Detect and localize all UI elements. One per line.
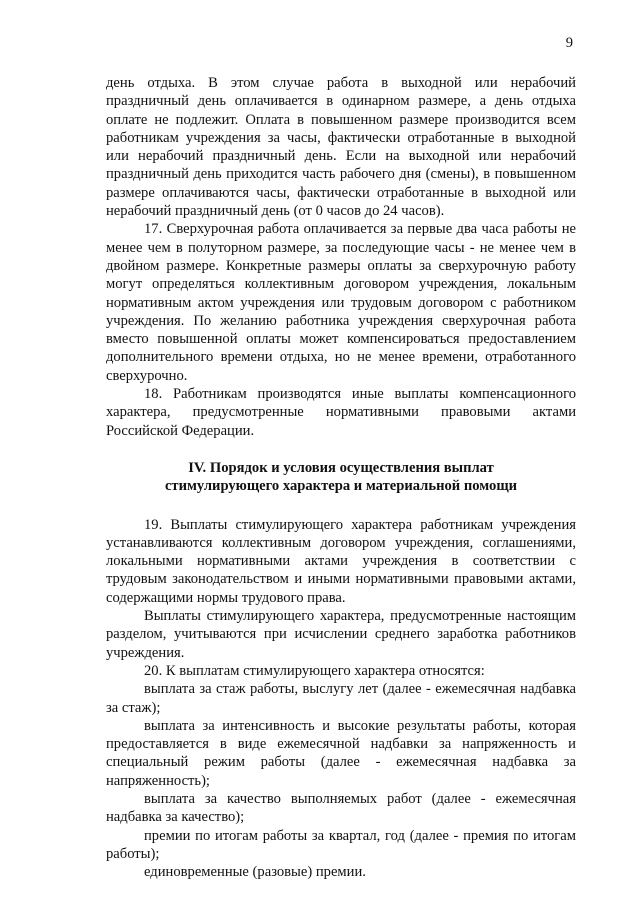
page-number: 9	[565, 35, 573, 51]
list-item-intensity-bonus: выплата за интенсивность и высокие результаты работы, которая предоставляется в виде ежемесячной надбавки за напряженность и специальный режим работы (далее - ежемесячная надбавка за напряженность);	[106, 717, 576, 789]
paragraph-20-list-intro: 20. К выплатам стимулирующего характера относятся:	[144, 662, 485, 679]
paragraph-19-incentive-payments: 19. Выплаты стимулирующего характера работникам учреждения устанавливаются коллективным договором учреждения, соглашениями, локальными нормативными актами учреждения в соответствии с трудовым законодательством и иными нормативными правовыми актами, содержащими нормы трудового права.	[106, 516, 576, 606]
paragraph-weekend-pay: день отдыха. В этом случае работа в выходной или нерабочий праздничный день оплачивается в одинарном размере, а день отдыха оплате не подлежит. Оплата в повышенном размере производится всем работникам учреждения за часы, фактически отработанные в выходной или нерабочий праздничный день. Если на выходной или нерабочий праздничный день приходится часть рабочего дня (смены), в повышенном размере оплачиваются часы, фактически отработанные в выходной или нерабочий праздничный день (от 0 часов до 24 часов).	[106, 75, 576, 220]
list-item-quality-bonus: выплата за качество выполняемых работ (далее - ежемесячная надбавка за качество);	[106, 790, 576, 826]
paragraph-17-overtime: 17. Сверхурочная работа оплачивается за первые два часа работы не менее чем в полуторном размере, за последующие часы - не менее чем в двойном размере. Конкретные размеры оплаты за сверхурочную работу могут определяться коллективным договором учреждения, локальным нормативным актом учреждения или трудовым договором с работником учреждения. По желанию работника учреждения сверхурочная работа вместо повышенной оплаты может компенсироваться предоставлением дополнительного времени отдыха, но не менее времени, отработанного сверхурочно.	[106, 221, 576, 384]
page-content	[106, 74, 576, 881]
section-heading-line-1: IV. Порядок и условия осуществления выплат	[188, 459, 494, 476]
list-item-quarterly-annual-bonus: премии по итогам работы за квартал, год (далее - премия по итогам работы);	[106, 827, 576, 862]
paragraph-average-earnings: Выплаты стимулирующего характера, предусмотренные настоящим разделом, учитываются при исчислении среднего заработка работников учреждения.	[106, 608, 576, 661]
list-item-seniority-bonus: выплата за стаж работы, выслугу лет (далее - ежемесячная надбавка за стаж);	[106, 681, 576, 716]
spacer	[106, 440, 576, 459]
section-heading-line-2: стимулирующего характера и материальной помощи	[164, 478, 518, 495]
paragraph-18-other-payments: 18. Работникам производятся иные выплаты компенсационного характера, предусмотренные нормативными правовыми актами Российской Федерации.	[106, 386, 576, 439]
list-item-one-time-bonus: единовременные (разовые) премии.	[144, 864, 366, 881]
spacer	[106, 496, 576, 516]
